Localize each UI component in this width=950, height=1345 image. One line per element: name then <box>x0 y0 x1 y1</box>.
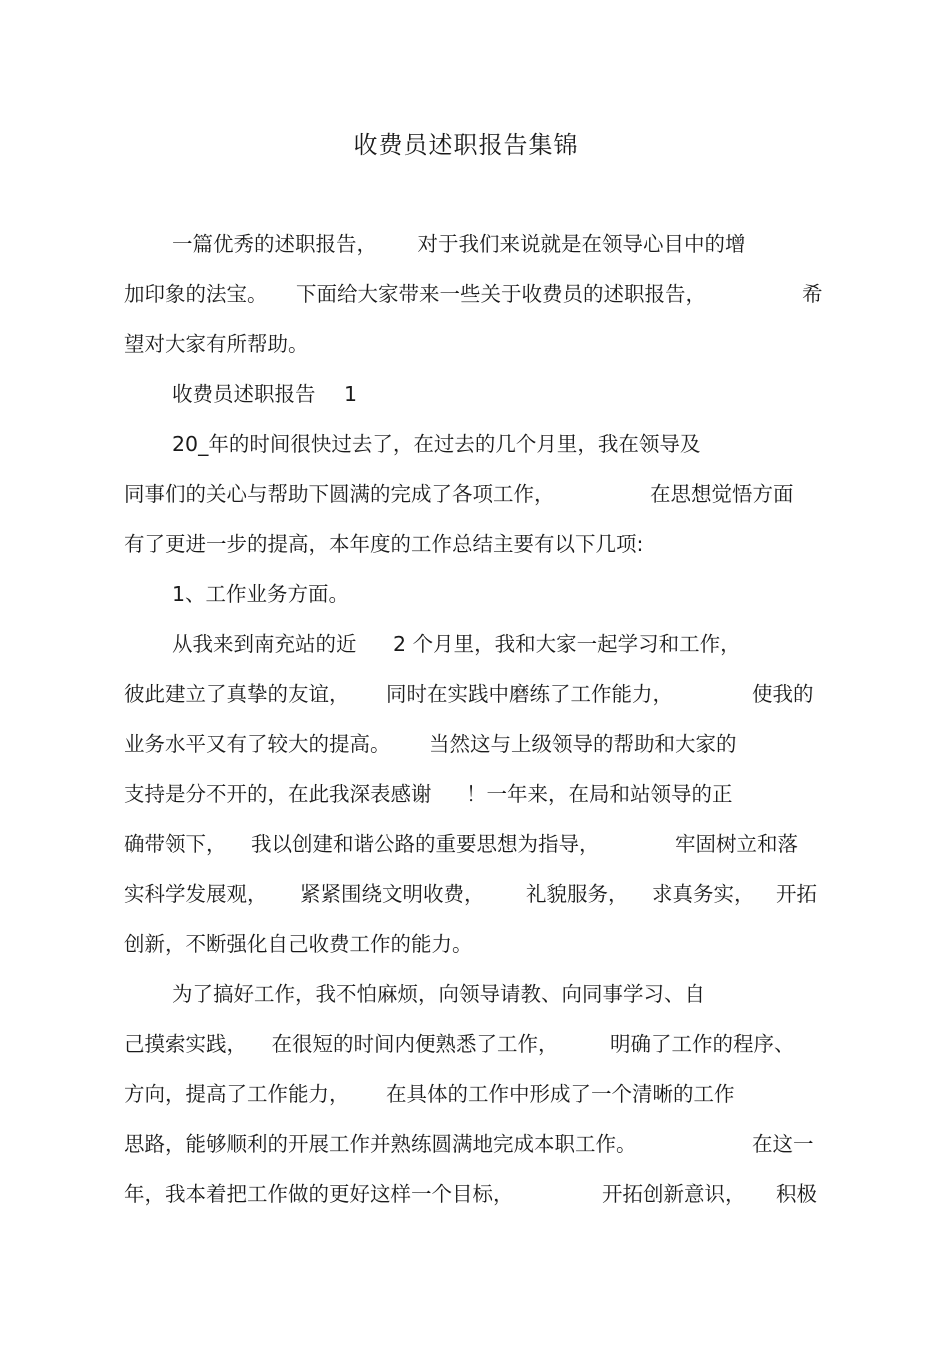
body-line <box>124 1179 514 1209</box>
text-segment: 20_年的时间很快过去了，在过去的几个月里，我在领导及 <box>172 432 701 456</box>
text-segment: 收费员述职报告 <box>172 382 316 406</box>
body-line <box>124 1029 559 1059</box>
body-line-end <box>776 1179 817 1209</box>
body-line-end <box>610 1029 795 1059</box>
body-line-end <box>650 479 794 509</box>
body-line-end <box>776 879 817 909</box>
text-segment: 实科学发展观， <box>124 882 268 906</box>
text-segment: 一篇优秀的述职报告， <box>172 232 377 256</box>
text-segment: 牢固树立和落 <box>675 832 798 856</box>
text-segment: 希 <box>802 282 823 306</box>
text-segment: 在思想觉悟方面 <box>650 482 794 506</box>
body-line <box>124 679 673 709</box>
text-segment: 同事们的关心与帮助下圆满的完成了各项工作， <box>124 482 555 506</box>
body-line <box>172 979 705 1009</box>
body-line-end <box>752 679 814 709</box>
text-segment: 1、工作业务方面。 <box>172 582 350 606</box>
text-segment: 思路，能够顺利的开展工作并熟练圆满地完成本职工作。 <box>124 1132 637 1156</box>
text-segment: 明确了工作的程序、 <box>610 1032 795 1056</box>
text-segment: 求真务实， <box>652 882 755 906</box>
body-line-end <box>752 1129 814 1159</box>
text-segment: 业务水平又有了较大的提高。 <box>124 732 391 756</box>
body-line <box>124 479 555 509</box>
body-line-end <box>675 829 798 859</box>
body-line <box>124 1079 735 1109</box>
body-line <box>124 279 706 309</box>
text-segment: 当然这与上级领导的帮助和大家的 <box>429 732 737 756</box>
body-line <box>652 879 755 909</box>
text-segment: 同时在实践中磨练了工作能力， <box>386 682 674 706</box>
text-segment: 开拓创新意识， <box>602 1182 746 1206</box>
text-segment: 1 <box>344 382 358 406</box>
text-segment: 紧紧围绕文明收费， <box>300 882 485 906</box>
text-segment: 方向，提高了工作能力， <box>124 1082 350 1106</box>
body-line <box>124 929 473 959</box>
text-segment: 彼此建立了真挚的友谊， <box>124 682 350 706</box>
text-segment: 使我的 <box>752 682 814 706</box>
text-segment: 在这一 <box>752 1132 814 1156</box>
body-line <box>124 779 733 809</box>
body-line <box>172 579 349 609</box>
text-segment: 加印象的法宝。 <box>124 282 268 306</box>
text-segment: 下面给大家带来一些关于收费员的述职报告， <box>296 282 707 306</box>
body-line <box>526 879 629 909</box>
body-line-end <box>802 279 823 309</box>
body-line <box>124 529 643 559</box>
body-line <box>124 729 737 759</box>
text-segment: 2 个月里，我和大家一起学习和工作， <box>393 632 741 656</box>
text-segment: 开拓 <box>776 882 817 906</box>
text-segment: 己摸索实践， <box>124 1032 247 1056</box>
document-title: 收费员述职报告集锦 <box>353 131 579 159</box>
text-segment: 为了搞好工作，我不怕麻烦，向领导请教、向同事学习、自 <box>172 982 705 1006</box>
section-heading <box>172 379 357 409</box>
text-segment: 有了更进一步的提高，本年度的工作总结主要有以下几项: <box>124 532 644 556</box>
text-segment: ！一年来，在局和站领导的正 <box>466 782 733 806</box>
body-line <box>124 829 600 859</box>
text-segment: 在很短的时间内便熟悉了工作， <box>271 1032 559 1056</box>
body-line <box>172 229 746 259</box>
body-line <box>124 879 268 909</box>
text-segment: 积极 <box>776 1182 817 1206</box>
text-segment: 望对大家有所帮助。 <box>124 332 309 356</box>
body-line <box>172 429 700 459</box>
text-segment: 支持是分不开的，在此我深表感谢 <box>124 782 432 806</box>
text-segment: 我以创建和谐公路的重要思想为指导， <box>251 832 600 856</box>
text-segment: 创新，不断强化自己收费工作的能力。 <box>124 932 473 956</box>
text-segment: 年，我本着把工作做的更好这样一个目标， <box>124 1182 514 1206</box>
text-segment: 确带领下， <box>124 832 227 856</box>
body-line <box>300 879 485 909</box>
text-segment: 在具体的工作中形成了一个清晰的工作 <box>386 1082 735 1106</box>
text-segment: 对于我们来说就是在领导心目中的增 <box>417 232 746 256</box>
text-segment: 礼貌服务， <box>526 882 629 906</box>
body-line <box>172 629 741 659</box>
body-line <box>124 329 309 359</box>
body-line <box>602 1179 746 1209</box>
text-segment: 从我来到南充站的近 <box>172 632 357 656</box>
body-line <box>124 1129 637 1159</box>
